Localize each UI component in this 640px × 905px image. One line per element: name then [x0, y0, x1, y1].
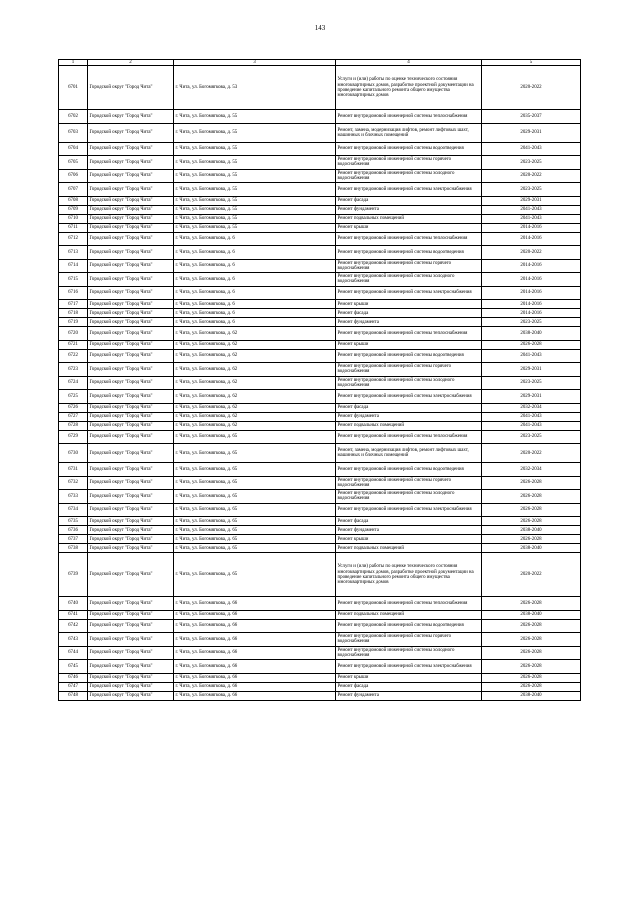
row-number-cell: 6706 [59, 169, 88, 183]
municipality-cell: Городской округ "Город Чита" [88, 110, 174, 124]
row-number-cell: 6708 [59, 196, 88, 205]
municipality-cell: Городской округ "Город Чита" [88, 259, 174, 273]
period-cell: 2029-2031 [482, 196, 581, 205]
period-cell: 2026-2028 [482, 503, 581, 517]
period-cell: 2014-2016 [482, 232, 581, 246]
period-cell: 2026-2028 [482, 490, 581, 504]
address-cell: г. Чита, ул. Богомягкова, д. 55 [174, 205, 336, 214]
row-number-cell: 6712 [59, 232, 88, 246]
period-cell: 2020-2022 [482, 169, 581, 183]
table-row [59, 340, 581, 349]
period-cell: 2029-2031 [482, 363, 581, 377]
period-cell: 2035-2037 [482, 110, 581, 124]
table-row [59, 463, 581, 477]
address-cell: г. Чита, ул. Богомягкова, д. 6 [174, 286, 336, 300]
address-cell: г. Чита, ул. Богомягкова, д. 65 [174, 517, 336, 526]
row-number-cell: 6714 [59, 259, 88, 273]
work-type-cell: Ремонт фасада [336, 682, 482, 691]
table-row [59, 646, 581, 660]
period-cell: 2020-2022 [482, 66, 581, 110]
address-cell: г. Чита, ул. Богомягкова, д. 6 [174, 246, 336, 260]
municipality-cell: Городской округ "Город Чита" [88, 223, 174, 232]
municipality-cell: Городской округ "Город Чита" [88, 403, 174, 412]
address-cell: г. Чита, ул. Богомягкова, д. 6 [174, 318, 336, 327]
row-number-cell: 6748 [59, 691, 88, 700]
work-type-cell: Ремонт крыши [336, 340, 482, 349]
municipality-cell: Городской округ "Город Чита" [88, 619, 174, 633]
table-row [59, 421, 581, 430]
address-cell: г. Чита, ул. Богомягкова, д. 62 [174, 376, 336, 390]
header-col-2: 2 [88, 60, 174, 66]
period-cell: 2041-2043 [482, 421, 581, 430]
address-cell: г. Чита, ул. Богомягкова, д. 62 [174, 363, 336, 377]
table-row [59, 660, 581, 674]
address-cell: г. Чита, ул. Богомягкова, д. 65 [174, 444, 336, 463]
row-number-cell: 6725 [59, 390, 88, 404]
table-row [59, 123, 581, 142]
municipality-cell: Городской округ "Город Чита" [88, 660, 174, 674]
address-cell: г. Чита, ул. Богомягкова, д. 66 [174, 646, 336, 660]
row-number-cell: 6731 [59, 463, 88, 477]
period-cell: 2023-2025 [482, 318, 581, 327]
work-type-cell: Ремонт внутридомовой инженерной системы водоотведения [336, 349, 482, 363]
address-cell: г. Чита, ул. Богомягкова, д. 65 [174, 553, 336, 597]
period-cell: 2023-2025 [482, 430, 581, 444]
row-number-cell: 6740 [59, 597, 88, 611]
header-col-4: 4 [336, 60, 482, 66]
table-row [59, 214, 581, 223]
period-cell: 2026-2028 [482, 517, 581, 526]
municipality-cell: Городской округ "Город Чита" [88, 490, 174, 504]
work-type-cell: Ремонт подвальных помещений [336, 610, 482, 619]
row-number-cell: 6741 [59, 610, 88, 619]
row-number-cell: 6723 [59, 363, 88, 377]
work-type-cell: Ремонт внутридомовой инженерной системы водоотведения [336, 619, 482, 633]
header-col-5: 5 [482, 60, 581, 66]
address-cell: г. Чита, ул. Богомягкова, д. 55 [174, 214, 336, 223]
municipality-cell: Городской округ "Город Чита" [88, 273, 174, 287]
row-number-cell: 6745 [59, 660, 88, 674]
row-number-cell: 6703 [59, 123, 88, 142]
table-row [59, 318, 581, 327]
address-cell: г. Чита, ул. Богомягкова, д. 65 [174, 476, 336, 490]
work-type-cell: Ремонт внутридомовой инженерной системы электроснабжения [336, 660, 482, 674]
row-number-cell: 6713 [59, 246, 88, 260]
period-cell: 2041-2043 [482, 412, 581, 421]
table-row [59, 223, 581, 232]
municipality-cell: Городской округ "Город Чита" [88, 214, 174, 223]
table-row [59, 309, 581, 318]
header-col-3: 3 [174, 60, 336, 66]
address-cell: г. Чита, ул. Богомягкова, д. 65 [174, 544, 336, 553]
row-number-cell: 6702 [59, 110, 88, 124]
municipality-cell: Городской округ "Город Чита" [88, 633, 174, 647]
municipality-cell: Городской округ "Город Чита" [88, 412, 174, 421]
row-number-cell: 6727 [59, 412, 88, 421]
municipality-cell: Городской округ "Город Чита" [88, 421, 174, 430]
address-cell: г. Чита, ул. Богомягкова, д. 62 [174, 412, 336, 421]
municipality-cell: Городской округ "Город Чита" [88, 156, 174, 170]
work-type-cell: Услуги и (или) работы по оценке технического состояния многоквартирных домов, разработке проектной документации на проведение капитального ремонта общего имущества многоквартирных домов [336, 553, 482, 597]
table-row [59, 66, 581, 110]
table-row [59, 633, 581, 647]
row-number-cell: 6730 [59, 444, 88, 463]
municipality-cell: Городской округ "Город Чита" [88, 300, 174, 309]
work-type-cell: Ремонт внутридомовой инженерной системы водоотведения [336, 246, 482, 260]
work-type-cell: Ремонт внутридомовой инженерной системы горячего водоснабжения [336, 363, 482, 377]
address-cell: г. Чита, ул. Богомягкова, д. 66 [174, 682, 336, 691]
period-cell: 2041-2043 [482, 142, 581, 156]
address-cell: г. Чита, ул. Богомягкова, д. 62 [174, 421, 336, 430]
address-cell: г. Чита, ул. Богомягкова, д. 65 [174, 430, 336, 444]
period-cell: 2023-2025 [482, 376, 581, 390]
municipality-cell: Городской округ "Город Чита" [88, 142, 174, 156]
table-row [59, 597, 581, 611]
row-number-cell: 6720 [59, 327, 88, 341]
address-cell: г. Чита, ул. Богомягкова, д. 6 [174, 309, 336, 318]
municipality-cell: Городской округ "Город Чита" [88, 66, 174, 110]
period-cell: 2038-2040 [482, 544, 581, 553]
row-number-cell: 6721 [59, 340, 88, 349]
table-row [59, 412, 581, 421]
municipality-cell: Городской округ "Город Чита" [88, 503, 174, 517]
municipality-cell: Городской округ "Город Чита" [88, 286, 174, 300]
period-cell: 2014-2016 [482, 309, 581, 318]
period-cell: 2041-2043 [482, 214, 581, 223]
work-type-cell: Ремонт внутридомовой инженерной системы теплоснабжения [336, 232, 482, 246]
municipality-cell: Городской округ "Город Чита" [88, 535, 174, 544]
row-number-cell: 6709 [59, 205, 88, 214]
address-cell: г. Чита, ул. Богомягкова, д. 65 [174, 535, 336, 544]
row-number-cell: 6701 [59, 66, 88, 110]
period-cell: 2014-2016 [482, 300, 581, 309]
work-type-cell: Ремонт внутридомовой инженерной системы водоотведения [336, 142, 482, 156]
address-cell: г. Чита, ул. Богомягкова, д. 66 [174, 660, 336, 674]
address-cell: г. Чита, ул. Богомягкова, д. 53 [174, 66, 336, 110]
work-type-cell: Ремонт подвальных помещений [336, 544, 482, 553]
row-number-cell: 6724 [59, 376, 88, 390]
address-cell: г. Чита, ул. Богомягкова, д. 55 [174, 169, 336, 183]
work-type-cell: Ремонт фасада [336, 403, 482, 412]
period-cell: 2026-2028 [482, 597, 581, 611]
period-cell: 2026-2028 [482, 660, 581, 674]
period-cell: 2020-2022 [482, 444, 581, 463]
row-number-cell: 6722 [59, 349, 88, 363]
table-row [59, 444, 581, 463]
work-type-cell: Ремонт подвальных помещений [336, 214, 482, 223]
row-number-cell: 6710 [59, 214, 88, 223]
period-cell: 2026-2028 [482, 619, 581, 633]
work-type-cell: Ремонт крыши [336, 673, 482, 682]
address-cell: г. Чита, ул. Богомягкова, д. 55 [174, 223, 336, 232]
municipality-cell: Городской округ "Город Чита" [88, 430, 174, 444]
period-cell: 2026-2028 [482, 673, 581, 682]
header-col-1: 1 [59, 60, 88, 66]
address-cell: г. Чита, ул. Богомягкова, д. 55 [174, 110, 336, 124]
municipality-cell: Городской округ "Город Чита" [88, 309, 174, 318]
page-number: 143 [314, 24, 326, 32]
address-cell: г. Чита, ул. Богомягкова, д. 65 [174, 463, 336, 477]
work-type-cell: Ремонт внутридомовой инженерной системы электроснабжения [336, 183, 482, 197]
municipality-cell: Городской округ "Город Чита" [88, 517, 174, 526]
table-row [59, 430, 581, 444]
period-cell: 2014-2016 [482, 223, 581, 232]
municipality-cell: Городской округ "Город Чита" [88, 123, 174, 142]
address-cell: г. Чита, ул. Богомягкова, д. 66 [174, 633, 336, 647]
municipality-cell: Городской округ "Город Чита" [88, 390, 174, 404]
period-cell: 2041-2043 [482, 349, 581, 363]
row-number-cell: 6747 [59, 682, 88, 691]
municipality-cell: Городской округ "Город Чита" [88, 444, 174, 463]
municipality-cell: Городской округ "Город Чита" [88, 349, 174, 363]
work-type-cell: Ремонт крыши [336, 300, 482, 309]
row-number-cell: 6719 [59, 318, 88, 327]
work-type-cell: Ремонт внутридомовой инженерной системы водоотведения [336, 463, 482, 477]
work-type-cell: Ремонт фундамента [336, 318, 482, 327]
work-type-cell: Ремонт внутридомовой инженерной системы электроснабжения [336, 286, 482, 300]
period-cell: 2026-2028 [482, 682, 581, 691]
table-row [59, 327, 581, 341]
table-row [59, 610, 581, 619]
period-cell: 2032-2034 [482, 403, 581, 412]
address-cell: г. Чита, ул. Богомягкова, д. 62 [174, 340, 336, 349]
municipality-cell: Городской округ "Город Чита" [88, 476, 174, 490]
row-number-cell: 6733 [59, 490, 88, 504]
municipality-cell: Городской округ "Город Чита" [88, 376, 174, 390]
row-number-cell: 6732 [59, 476, 88, 490]
table-row [59, 390, 581, 404]
row-number-cell: 6726 [59, 403, 88, 412]
period-cell: 2020-2022 [482, 553, 581, 597]
work-type-cell: Ремонт внутридомовой инженерной системы теплоснабжения [336, 597, 482, 611]
municipality-cell: Городской округ "Город Чита" [88, 340, 174, 349]
work-type-cell: Ремонт внутридомовой инженерной системы горячего водоснабжения [336, 156, 482, 170]
address-cell: г. Чита, ул. Богомягкова, д. 55 [174, 123, 336, 142]
table-row [59, 517, 581, 526]
table-row [59, 142, 581, 156]
row-number-cell: 6728 [59, 421, 88, 430]
period-cell: 2026-2028 [482, 476, 581, 490]
address-cell: г. Чита, ул. Богомягкова, д. 6 [174, 232, 336, 246]
work-type-cell: Ремонт внутридомовой инженерной системы теплоснабжения [336, 327, 482, 341]
table-row [59, 544, 581, 553]
municipality-cell: Городской округ "Город Чита" [88, 318, 174, 327]
table-row [59, 619, 581, 633]
table-row [59, 673, 581, 682]
table-row [59, 196, 581, 205]
work-type-cell: Ремонт фасада [336, 517, 482, 526]
period-cell: 2038-2040 [482, 691, 581, 700]
table-row [59, 526, 581, 535]
period-cell: 2026-2028 [482, 633, 581, 647]
address-cell: г. Чита, ул. Богомягкова, д. 62 [174, 403, 336, 412]
row-number-cell: 6739 [59, 553, 88, 597]
table-row [59, 156, 581, 170]
municipality-cell: Городской округ "Город Чита" [88, 246, 174, 260]
table-row [59, 376, 581, 390]
address-cell: г. Чита, ул. Богомягкова, д. 66 [174, 597, 336, 611]
municipality-cell: Городской округ "Город Чита" [88, 183, 174, 197]
period-cell: 2041-2043 [482, 205, 581, 214]
row-number-cell: 6742 [59, 619, 88, 633]
work-type-cell: Ремонт подвальных помещений [336, 421, 482, 430]
work-type-cell: Ремонт крыши [336, 223, 482, 232]
municipality-cell: Городской округ "Город Чита" [88, 646, 174, 660]
row-number-cell: 6715 [59, 273, 88, 287]
row-number-cell: 6704 [59, 142, 88, 156]
period-cell: 2029-2031 [482, 123, 581, 142]
address-cell: г. Чита, ул. Богомягкова, д. 6 [174, 300, 336, 309]
address-cell: г. Чита, ул. Богомягкова, д. 55 [174, 156, 336, 170]
address-cell: г. Чита, ул. Богомягкова, д. 6 [174, 273, 336, 287]
period-cell: 2038-2040 [482, 327, 581, 341]
row-number-cell: 6734 [59, 503, 88, 517]
address-cell: г. Чита, ул. Богомягкова, д. 55 [174, 142, 336, 156]
work-type-cell: Ремонт фундамента [336, 526, 482, 535]
municipality-cell: Городской округ "Город Чита" [88, 196, 174, 205]
work-type-cell: Ремонт внутридомовой инженерной системы холодного водоснабжения [336, 376, 482, 390]
table-row [59, 110, 581, 124]
table-row [59, 363, 581, 377]
period-cell: 2023-2025 [482, 183, 581, 197]
municipality-cell: Городской округ "Город Чита" [88, 363, 174, 377]
row-number-cell: 6746 [59, 673, 88, 682]
address-cell: г. Чита, ул. Богомягкова, д. 62 [174, 349, 336, 363]
work-type-cell: Ремонт внутридомовой инженерной системы горячего водоснабжения [336, 476, 482, 490]
table-row [59, 682, 581, 691]
period-cell: 2029-2031 [482, 390, 581, 404]
work-type-cell: Ремонт внутридомовой инженерной системы холодного водоснабжения [336, 646, 482, 660]
address-cell: г. Чита, ул. Богомягкова, д. 62 [174, 390, 336, 404]
address-cell: г. Чита, ул. Богомягкова, д. 65 [174, 490, 336, 504]
address-cell: г. Чита, ул. Богомягкова, д. 55 [174, 183, 336, 197]
work-type-cell: Ремонт внутридомовой инженерной системы теплоснабжения [336, 110, 482, 124]
work-type-cell: Услуги и (или) работы по оценке технического состояния многоквартирных домов, разработке проектной документации на проведение капитального ремонта общего имущества многоквартирных домов [336, 66, 482, 110]
address-cell: г. Чита, ул. Богомягкова, д. 66 [174, 673, 336, 682]
table-row [59, 205, 581, 214]
row-number-cell: 6737 [59, 535, 88, 544]
municipality-cell: Городской округ "Город Чита" [88, 597, 174, 611]
municipality-cell: Городской округ "Город Чита" [88, 691, 174, 700]
row-number-cell: 6738 [59, 544, 88, 553]
work-type-cell: Ремонт фасада [336, 309, 482, 318]
municipality-cell: Городской округ "Город Чита" [88, 463, 174, 477]
table-row [59, 490, 581, 504]
municipality-cell: Городской округ "Город Чита" [88, 526, 174, 535]
address-cell: г. Чита, ул. Богомягкова, д. 62 [174, 327, 336, 341]
table-body [59, 66, 581, 701]
table-row [59, 403, 581, 412]
work-type-cell: Ремонт внутридомовой инженерной системы электроснабжения [336, 503, 482, 517]
table-row [59, 535, 581, 544]
row-number-cell: 6729 [59, 430, 88, 444]
work-type-cell: Ремонт внутридомовой инженерной системы теплоснабжения [336, 430, 482, 444]
municipality-cell: Городской округ "Город Чита" [88, 544, 174, 553]
period-cell: 2038-2040 [482, 526, 581, 535]
work-type-cell: Ремонт крыши [336, 535, 482, 544]
municipality-cell: Городской округ "Город Чита" [88, 169, 174, 183]
period-cell: 2014-2016 [482, 286, 581, 300]
period-cell: 2020-2022 [482, 246, 581, 260]
work-type-cell: Ремонт фундамента [336, 412, 482, 421]
table-row [59, 183, 581, 197]
municipality-cell: Городской округ "Город Чита" [88, 682, 174, 691]
address-cell: г. Чита, ул. Богомягкова, д. 55 [174, 196, 336, 205]
work-type-cell: Ремонт внутридомовой инженерной системы холодного водоснабжения [336, 273, 482, 287]
address-cell: г. Чита, ул. Богомягкова, д. 65 [174, 526, 336, 535]
work-type-cell: Ремонт внутридомовой инженерной системы горячего водоснабжения [336, 259, 482, 273]
municipality-cell: Городской округ "Город Чита" [88, 205, 174, 214]
row-number-cell: 6705 [59, 156, 88, 170]
table-row [59, 169, 581, 183]
row-number-cell: 6717 [59, 300, 88, 309]
municipality-cell: Городской округ "Город Чита" [88, 673, 174, 682]
table-row [59, 553, 581, 597]
work-type-cell: Ремонт внутридомовой инженерной системы горячего водоснабжения [336, 633, 482, 647]
address-cell: г. Чита, ул. Богомягкова, д. 66 [174, 610, 336, 619]
period-cell: 2014-2016 [482, 259, 581, 273]
work-type-cell: Ремонт фундамента [336, 691, 482, 700]
row-number-cell: 6716 [59, 286, 88, 300]
municipality-cell: Городской округ "Город Чита" [88, 327, 174, 341]
row-number-cell: 6744 [59, 646, 88, 660]
work-type-cell: Ремонт внутридомовой инженерной системы холодного водоснабжения [336, 169, 482, 183]
row-number-cell: 6707 [59, 183, 88, 197]
period-cell: 2026-2028 [482, 535, 581, 544]
period-cell: 2023-2025 [482, 156, 581, 170]
period-cell: 2014-2016 [482, 273, 581, 287]
work-type-cell: Ремонт, замена, модернизация лифтов, ремонт лифтовых шахт, машинных и блочных помещений [336, 123, 482, 142]
row-number-cell: 6718 [59, 309, 88, 318]
work-type-cell: Ремонт фундамента [336, 205, 482, 214]
row-number-cell: 6711 [59, 223, 88, 232]
table-row [59, 259, 581, 273]
period-cell: 2026-2028 [482, 646, 581, 660]
work-type-cell: Ремонт, замена, модернизация лифтов, ремонт лифтовых шахт, машинных и блочных помещений [336, 444, 482, 463]
municipality-cell: Городской округ "Город Чита" [88, 610, 174, 619]
table-row [59, 476, 581, 490]
row-number-cell: 6736 [59, 526, 88, 535]
address-cell: г. Чита, ул. Богомягкова, д. 6 [174, 259, 336, 273]
table-row [59, 503, 581, 517]
period-cell: 2032-2034 [482, 463, 581, 477]
table-row [59, 273, 581, 287]
address-cell: г. Чита, ул. Богомягкова, д. 65 [174, 503, 336, 517]
table-row [59, 232, 581, 246]
table-row [59, 691, 581, 700]
row-number-cell: 6735 [59, 517, 88, 526]
table-row [59, 349, 581, 363]
work-type-cell: Ремонт внутридомовой инженерной системы холодного водоснабжения [336, 490, 482, 504]
table-row [59, 246, 581, 260]
period-cell: 2026-2028 [482, 340, 581, 349]
address-cell: г. Чита, ул. Богомягкова, д. 66 [174, 619, 336, 633]
period-cell: 2038-2040 [482, 610, 581, 619]
table-row [59, 300, 581, 309]
municipality-cell: Городской округ "Город Чита" [88, 232, 174, 246]
table-row [59, 286, 581, 300]
municipality-cell: Городской округ "Город Чита" [88, 553, 174, 597]
address-cell: г. Чита, ул. Богомягкова, д. 66 [174, 691, 336, 700]
row-number-cell: 6743 [59, 633, 88, 647]
capital-repair-table [58, 59, 581, 701]
work-type-cell: Ремонт фасада [336, 196, 482, 205]
work-type-cell: Ремонт внутридомовой инженерной системы электроснабжения [336, 390, 482, 404]
